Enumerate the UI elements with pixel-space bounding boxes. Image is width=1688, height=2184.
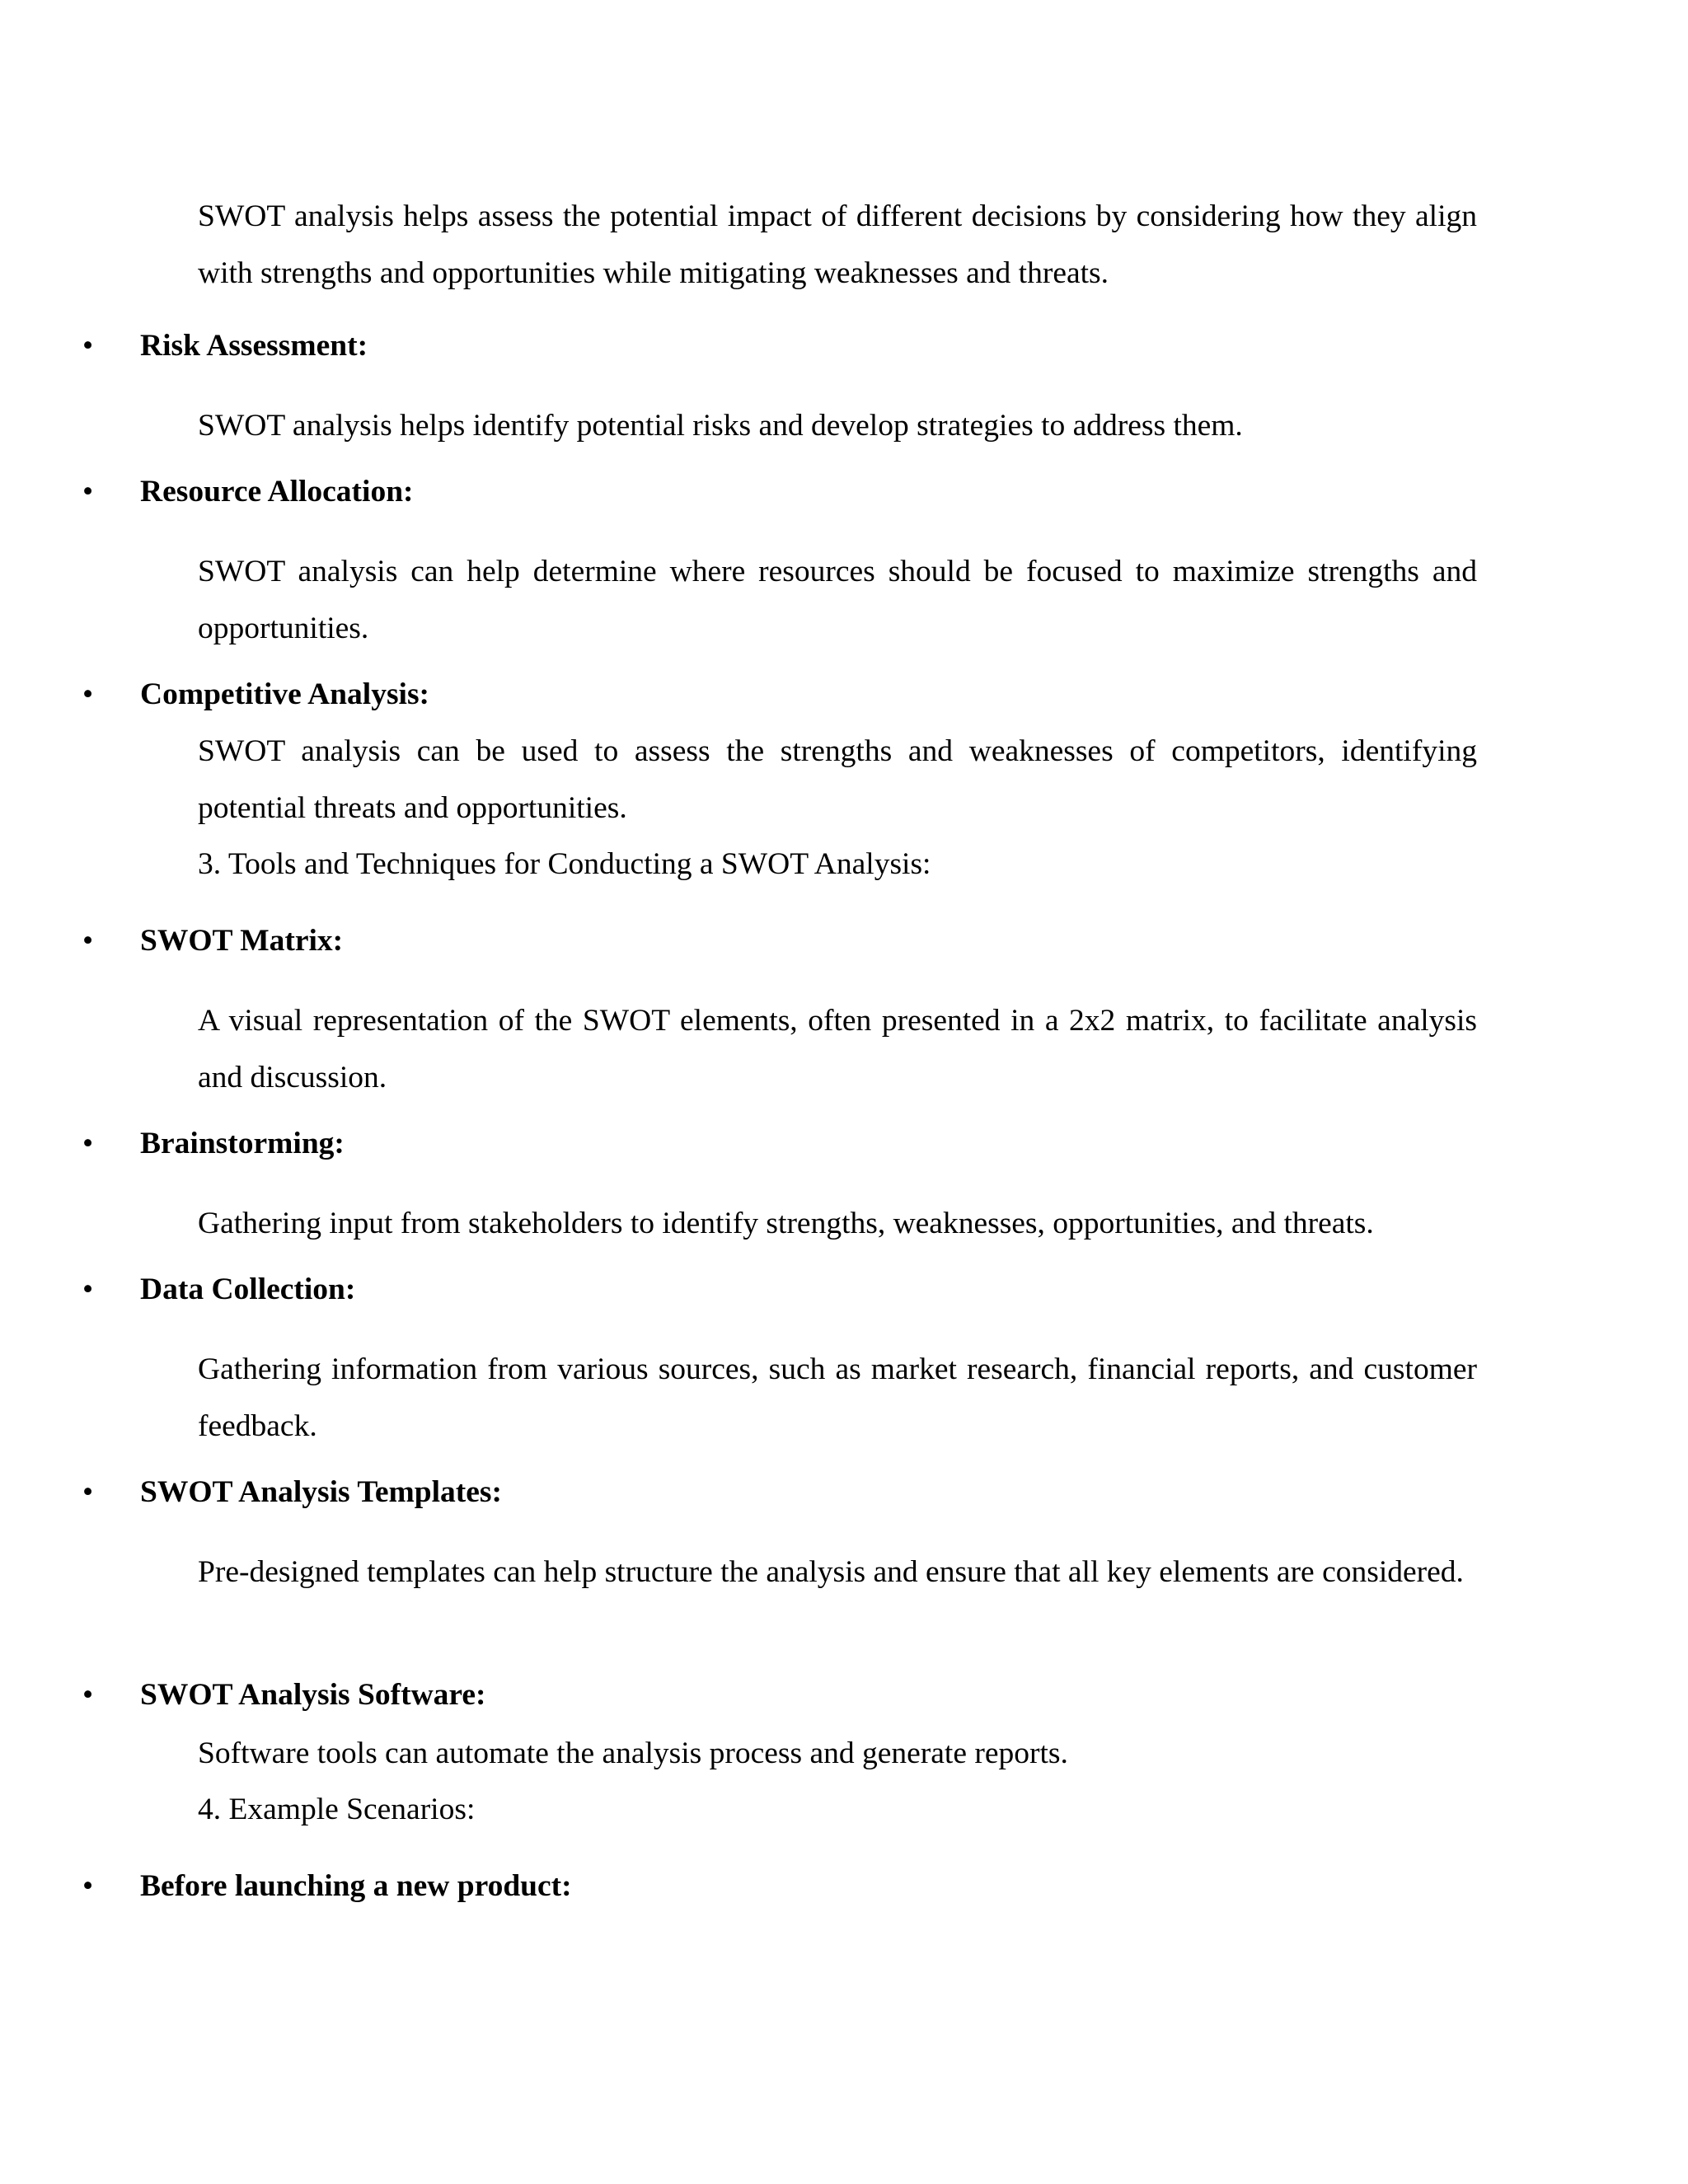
bullet-resource: • xyxy=(82,475,94,509)
data-collection-paragraph: Gathering information from various sources, such as market research, financial reports, and customer feedback. xyxy=(198,1352,1477,1443)
brainstorming-heading: Brainstorming: xyxy=(140,1127,345,1160)
brainstorming-paragraph: Gathering input from stakeholders to identify strengths, weaknesses, opportunities, and threats. xyxy=(198,1207,1374,1240)
data-collection-heading: Data Collection: xyxy=(140,1272,356,1306)
bullet-competitive: • xyxy=(82,677,94,711)
section-4-title: 4. Example Scenarios: xyxy=(198,1793,476,1826)
bullet-templates: • xyxy=(82,1475,94,1509)
risk-assessment-paragraph: SWOT analysis helps identify potential risks and develop strategies to address them. xyxy=(198,409,1243,443)
swot-templates-paragraph: Pre-designed templates can help structure the analysis and ensure that all key elements are considered. xyxy=(198,1555,1464,1589)
bullet-matrix: • xyxy=(82,924,94,958)
swot-software-paragraph: Software tools can automate the analysis process and generate reports. xyxy=(198,1736,1068,1770)
intro-paragraph: SWOT analysis helps assess the potential impact of different decisions by considering how they align with strengths and opportunities while mitigating weaknesses and threats. xyxy=(198,199,1477,290)
swot-matrix-paragraph: A visual representation of the SWOT elements, often presented in a 2x2 matrix, to facilitate analysis and discussion. xyxy=(198,1004,1477,1094)
section-3-title: 3. Tools and Techniques for Conducting a SWOT Analysis: xyxy=(198,847,931,881)
resource-allocation-paragraph: SWOT analysis can help determine where resources should be focused to maximize strengths and opportunities. xyxy=(198,555,1477,645)
swot-matrix-heading: SWOT Matrix: xyxy=(140,924,344,958)
competitive-analysis-heading: Competitive Analysis: xyxy=(140,677,430,711)
bullet-launch: • xyxy=(82,1869,94,1903)
risk-assessment-heading: Risk Assessment: xyxy=(140,329,368,363)
swot-templates-heading: SWOT Analysis Templates: xyxy=(140,1475,503,1509)
bullet-brainstorm: • xyxy=(82,1127,94,1160)
swot-software-heading: SWOT Analysis Software: xyxy=(140,1678,486,1712)
resource-allocation-heading: Resource Allocation: xyxy=(140,475,414,509)
new-product-heading: Before launching a new product: xyxy=(140,1869,572,1903)
bullet-software: • xyxy=(82,1678,94,1712)
bullet-data: • xyxy=(82,1272,94,1306)
bullet-risk: • xyxy=(82,329,94,363)
competitive-analysis-paragraph: SWOT analysis can be used to assess the strengths and weaknesses of competitors, identifying potential threats and opportunities. xyxy=(198,734,1477,825)
